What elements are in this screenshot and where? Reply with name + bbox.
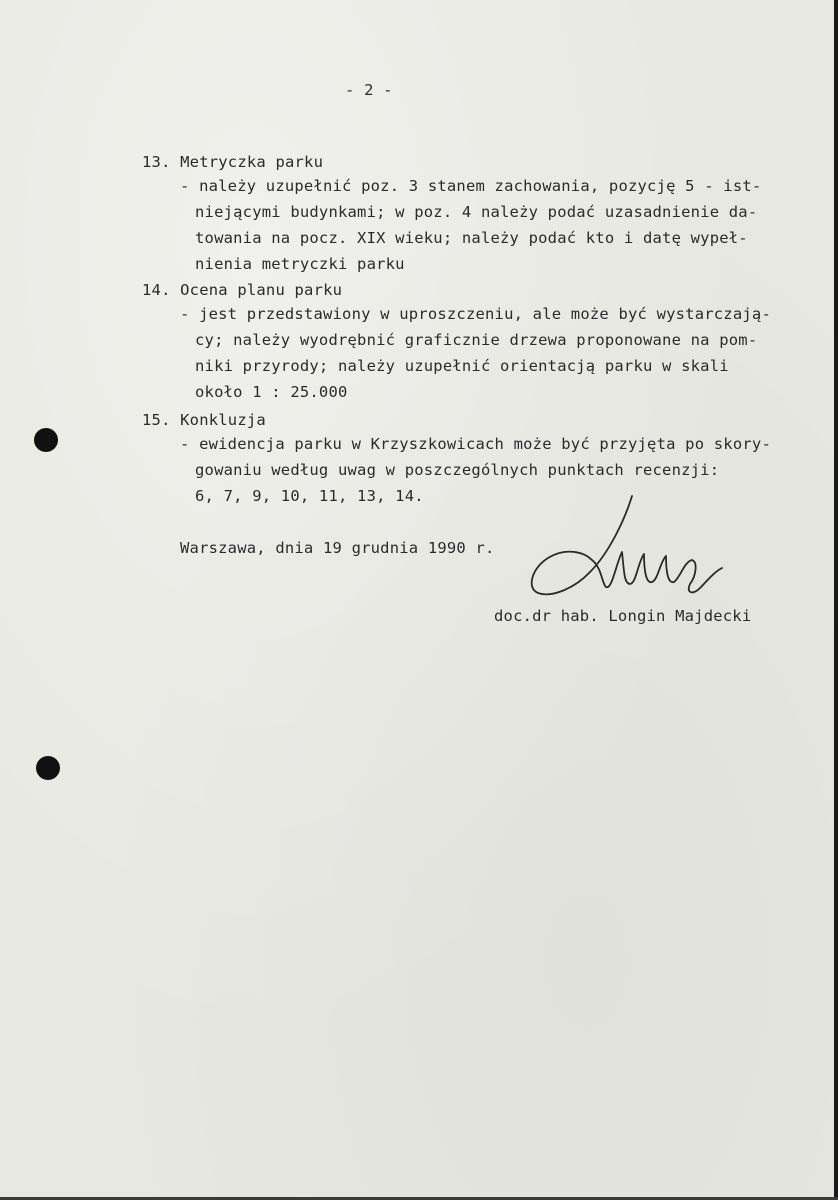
- item-14-line-2: cy; należy wyodrębnić graficznie drzewa proponowane na pom-: [195, 331, 758, 349]
- item-14-line-3: niki przyrody; należy uzupełnić orientacją parku w skali: [195, 357, 729, 375]
- item-14-line-1: - jest przedstawiony w uproszczeniu, ale może być wystarczają-: [180, 305, 771, 323]
- handwritten-signature: [520, 492, 735, 607]
- item-15-heading: 15. Konkluzja: [142, 411, 266, 429]
- punch-hole-upper: [34, 428, 58, 452]
- item-15-line-3: 6, 7, 9, 10, 11, 13, 14.: [195, 487, 424, 505]
- item-15-line-2: gowaniu według uwag w poszczególnych punktach recenzji:: [195, 461, 720, 479]
- item-13-line-1: - należy uzupełnić poz. 3 stanem zachowania, pozycję 5 - ist-: [180, 177, 762, 195]
- item-13-line-2: niejącymi budynkami; w poz. 4 należy podać uzasadnienie da-: [195, 203, 758, 221]
- punch-hole-lower: [36, 756, 60, 780]
- scan-edge-right: [834, 0, 838, 1200]
- signatory-name: doc.dr hab. Longin Majdecki: [494, 607, 752, 625]
- item-14-line-4: około 1 : 25.000: [195, 383, 348, 401]
- item-13-heading: 13. Metryczka parku: [142, 153, 324, 171]
- date-line: Warszawa, dnia 19 grudnia 1990 r.: [180, 539, 495, 557]
- item-15-line-1: - ewidencja parku w Krzyszkowicach może być przyjęta po skory-: [180, 435, 771, 453]
- item-13-line-4: nienia metryczki parku: [195, 255, 405, 273]
- item-13-line-3: towania na pocz. XIX wieku; należy podać kto i datę wypeł-: [195, 229, 748, 247]
- item-14-heading: 14. Ocena planu parku: [142, 281, 343, 299]
- page-number: - 2 -: [345, 81, 393, 99]
